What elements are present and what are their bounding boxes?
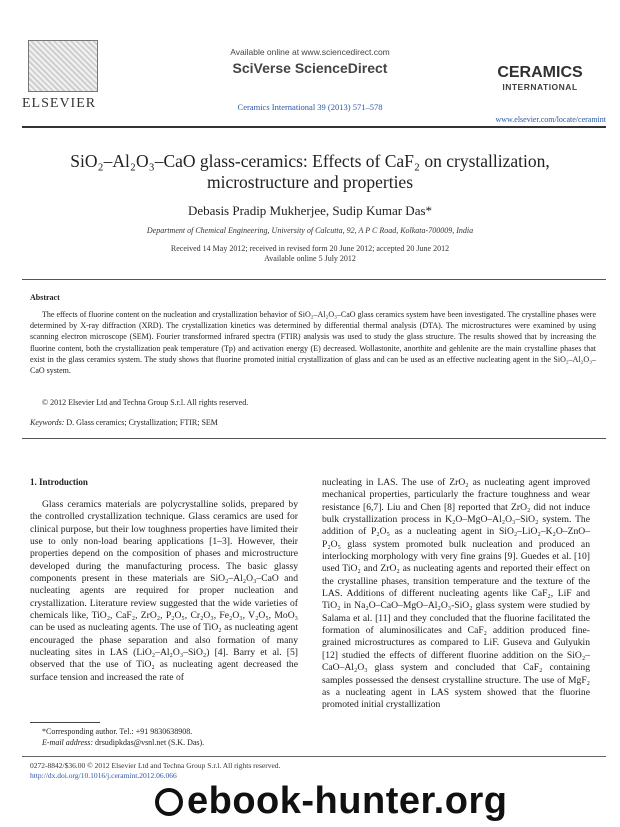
abstract-body: The effects of fluorine content on the nucleation and crystallization behavior of SiO₂–Al₂O₃–CaO glass ceramics system have been investigated. The crystalline phases were determined by X-ray diffraction (XRD). The crystallization kinetics was determined by differential thermal analysis (DTA). The microstructures were examined by using scanning electron microscope (SEM). Fourier transformed infrared spectra (FTIR) analysis was used to study the glass structure. The results showed that by increasing the fluorine content, both the crystallization peak temperature (Tp) and activation energy (E) decreased. Wollastonite, anorthite and gehlenite are the main crystalline phases that exist in the glass ceramics system. The study shows that fluorine promoted initial crystallization of glass and can be used as an effective nucleating agent in the SiO₂–Al₂O₃–CaO system. — [30, 310, 596, 376]
article-title: SiO₂–Al₂O₃–CaO glass-ceramics: Effects of CaF₂ on crystallization, microstructure and properties — [70, 151, 550, 192]
keywords-divider — [22, 438, 606, 439]
intro-left-column — [30, 499, 298, 684]
email-footnote — [42, 738, 204, 747]
publisher-name: ELSEVIER — [22, 96, 97, 111]
intro-right-column — [322, 477, 590, 712]
email-label: E-mail address: — [42, 738, 94, 747]
affiliation: Department of Chemical Engineering, University of Calcutta, 92, A P C Road, Kolkata-700009, India — [146, 226, 474, 235]
received-dates: Received 14 May 2012; received in revised form 20 June 2012; accepted 20 June 2012 — [170, 244, 450, 253]
watermark — [155, 780, 507, 823]
keywords — [30, 418, 218, 427]
corresponding-author-note: *Corresponding author. Tel.: +91 9830638908. — [42, 727, 193, 736]
available-online[interactable]: Available online at www.sciencedirect.com — [230, 47, 390, 57]
watermark-icon — [155, 788, 183, 816]
abstract-heading: Abstract — [30, 293, 60, 302]
journal-citation[interactable]: Ceramics International 39 (2013) 571–578 — [237, 102, 383, 112]
intro-paragraph-left: Glass ceramics materials are polycrystalline solids, prepared by the controlled crystallization technique. Glass ceramics are used for clinical purpose, but their low toughness properties have limited their use to only non-load bearing applications [1–3]. However, their properties depend on the composition of phases and microstructure developed during the manufacturing process. The basic glassy components present in these materials are SiO₂–Al₂O₃–CaO and nucleating agents are required for proper nucleation and crystallization. Literature review suggested that the wide varieties of chemicals like, TiO₂, CaF₂, ZrO₂, P₂O₅, Cr₂O₃, Fe₂O₃, V₂O₅, MoO₃ can be used as nucleating agents. The use of TiO₂ as nucleating agent encouraged the phase separation and also formation of many nucleating sites in LAS (LiO₂–Al₂O₃–SiO₂) [4]. Barry et al. [5] observed that the use of TiO₂ as nucleating agent decreased the surface tension and increased the rate of — [30, 499, 298, 683]
sciverse-logo: SciVerse ScienceDirect — [232, 60, 388, 76]
keywords-label: Keywords: — [30, 418, 65, 427]
available-date: Available online 5 July 2012 — [264, 254, 356, 263]
watermark-text: ebook-hunter.org — [187, 780, 508, 822]
article-authors: Debasis Pradip Mukherjee, Sudip Kumar Das* — [187, 203, 433, 218]
email-address[interactable]: drsudipkdas@vsnl.net (S.K. Das). — [93, 738, 205, 747]
intro-paragraph-right: nucleating in LAS. The use of ZrO₂ as nucleating agent improved mechanical properties, particularly the fracture toughness and wear resistance [6,7]. Liu and Chen [8] reported that ZrO₂ did not induce bulk crystallization process in K₂O–MgO–Al₂O₃–SiO₂ system. The addition of P₂O₅ as a nucleating agent in SiO₂–LiO₂–K₂O–ZnO–P₂O₅ glass system promoted bulk nucleation and produced an interlocking morphology with very fine grains [9]. Guedes et al. [10] used TiO₂ and ZrO₂ as nucleating agents and reported their effect on the crystalline phases, transition temperature and the texture of the LAS. Additions of different nucleating agents like CaF₂, LiF and TiO₂ in Na₂O–CaO–MgO–Al₂O₃-SiO₂ glass system were studied by Salama et al. [11] and they concluded that the fluorine facilitated the formation of aluminosilicates and CaF₂ addition produced fine-grained microstructures as compared to LiF. Guseva and Gulyukin [12] studied the effects of different fluorine addition on the SiO₂–CaO–Al₂O₃ glass system and concluded that CaF₂ containing samples possessed the densest crystalline structure. The use of MgF₂ as a nucleating agent in LAS system showed that the fluorine promoted initial crystallization — [322, 477, 590, 711]
journal-logo-subtitle: INTERNATIONAL — [502, 82, 578, 92]
footer-divider — [22, 756, 606, 757]
footnote-divider — [30, 722, 100, 723]
doi-link[interactable]: http://dx.doi.org/10.1016/j.ceramint.2012.06.066 — [30, 771, 177, 780]
journal-url-link[interactable]: www.elsevier.com/locate/ceramint — [495, 115, 606, 124]
abstract-copyright: © 2012 Elsevier Ltd and Techna Group S.r.l. All rights reserved. — [42, 398, 249, 407]
issn-line: 0272-8842/$36.00 © 2012 Elsevier Ltd and Techna Group S.r.l. All rights reserved. — [30, 761, 281, 770]
section-heading-introduction: 1. Introduction — [30, 477, 88, 487]
header-divider — [22, 126, 606, 128]
journal-logo-title: CERAMICS — [497, 64, 583, 81]
abstract-divider — [22, 279, 606, 280]
keywords-list: D. Glass ceramics; Crystallization; FTIR; SEM — [64, 418, 218, 427]
